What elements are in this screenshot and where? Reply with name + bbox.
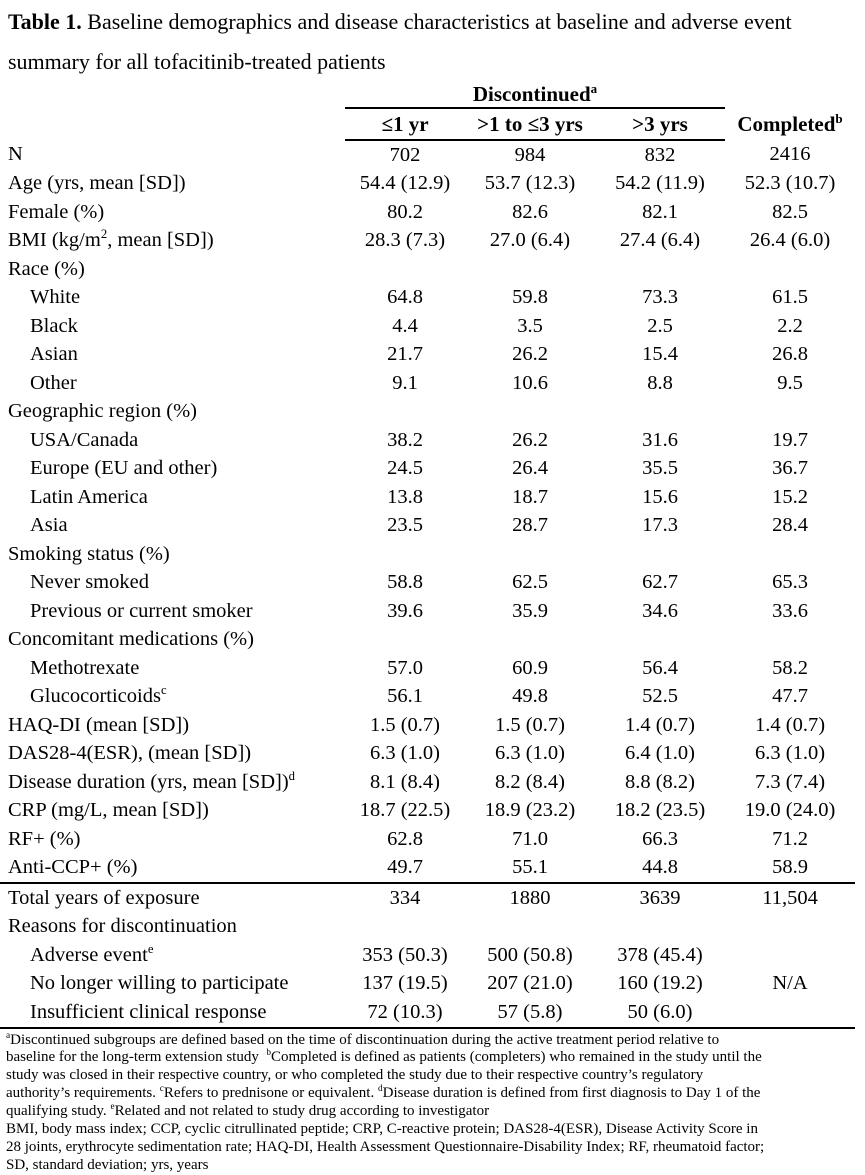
value-cell: 15.4 (642, 343, 678, 366)
text-segment: 28 joints, erythrocyte sedimentation rate; HAQ-DI, Health Assessment Questionnaire-Disability Index; RF, rheumatoid factor; (6, 1138, 765, 1155)
value-cell: 82.6 (512, 200, 548, 223)
row-label: USA/Canada (30, 428, 139, 451)
value-cell: 56.4 (642, 656, 678, 679)
table-title (0, 0, 865, 82)
value-cell: 49.7 (387, 856, 423, 879)
table-title-line1 (8, 2, 855, 42)
value-cell: 26.4 (512, 457, 548, 480)
value-cell (465, 540, 595, 569)
superscript: e (110, 1102, 115, 1113)
value-cell: 18.9 (23.2) (484, 799, 576, 822)
value-cell: 1.4 (0.7) (624, 713, 696, 736)
value-cell: 31.6 (642, 428, 678, 451)
row-label: Never smoked (30, 571, 149, 594)
superscript: d (288, 768, 296, 783)
group-header-spacer-right (725, 82, 855, 108)
value-cell: 702 (389, 143, 421, 166)
value-cell: 61.5 (772, 286, 808, 309)
superscript: c (159, 1084, 164, 1095)
value-cell: N/A (772, 972, 808, 995)
table-body (0, 140, 855, 1027)
row-label: RF+ (%) (8, 827, 81, 850)
text-segment: Completed is defined as patients (completers) who remained in the study until the (271, 1049, 762, 1066)
value-cell: 2.2 (777, 314, 803, 337)
value-cell: 832 (644, 143, 676, 166)
row-label: Insufficient clinical response (30, 1000, 267, 1023)
value-cell: 21.7 (387, 343, 423, 366)
value-cell: 2.5 (647, 314, 673, 337)
column-header-gt3yrs: >3 yrs (595, 108, 725, 140)
value-cell: 28.3 (7.3) (364, 229, 446, 252)
text-segment: qualifying study. (6, 1103, 111, 1120)
text-segment: study was closed in their respective country, or who completed the study due to their respective country’s regulatory (6, 1067, 704, 1084)
value-cell: 6.3 (1.0) (369, 742, 441, 765)
value-cell: 73.3 (642, 286, 678, 309)
row-label: White (30, 286, 81, 309)
value-cell: 62.5 (512, 571, 548, 594)
row-label: Asian (30, 343, 78, 366)
table-row (0, 825, 855, 854)
table-row (0, 597, 855, 626)
value-cell: 65.3 (772, 571, 808, 594)
value-cell: 9.1 (392, 371, 418, 394)
value-cell (595, 398, 725, 427)
value-cell: 26.2 (512, 343, 548, 366)
table-row (0, 683, 855, 712)
table-row (0, 483, 855, 512)
table-row (0, 426, 855, 455)
text-segment: Glucocorticoids (30, 685, 161, 708)
table-row (0, 540, 855, 569)
table-row (0, 455, 855, 484)
row-label: Age (yrs, mean [SD]) (8, 172, 186, 195)
table-row (0, 654, 855, 683)
value-cell: 24.5 (387, 457, 423, 480)
value-cell: 9.5 (777, 371, 803, 394)
value-cell: 8.1 (8.4) (369, 770, 441, 793)
table-row (0, 768, 855, 797)
footnote-line (6, 1139, 855, 1157)
row-label: Methotrexate (30, 656, 140, 679)
row-label: Black (30, 314, 78, 337)
value-cell: 1.5 (0.7) (494, 713, 566, 736)
value-cell: 207 (21.0) (487, 972, 573, 995)
value-cell: 13.8 (387, 485, 423, 508)
row-label: Other (30, 371, 77, 394)
value-cell (345, 540, 465, 569)
value-cell: 71.0 (512, 827, 548, 850)
value-cell: 62.8 (387, 827, 423, 850)
value-cell: 57.0 (387, 656, 423, 679)
value-cell: 353 (50.3) (362, 943, 448, 966)
table-row (0, 398, 855, 427)
value-cell: 26.4 (6.0) (749, 229, 831, 252)
table-row (0, 284, 855, 313)
value-cell: 19.7 (772, 428, 808, 451)
superscript: b (835, 110, 843, 126)
row-label: Total years of exposure (0, 883, 345, 913)
value-cell: 82.5 (772, 200, 808, 223)
value-cell: 6.4 (1.0) (624, 742, 696, 765)
table-row (0, 883, 855, 913)
table-title-line2: summary for all tofacitinib-treated patients (8, 49, 386, 74)
superscript: 2 (100, 227, 108, 242)
value-cell: 64.8 (387, 286, 423, 309)
value-cell (725, 255, 855, 284)
table-row (0, 312, 855, 341)
text-segment: Disease duration is defined from first diagnosis to Day 1 of the (382, 1085, 761, 1102)
value-cell: 984 (514, 143, 546, 166)
value-cell: 36.7 (772, 457, 808, 480)
value-cell: 18.7 (22.5) (359, 799, 451, 822)
value-cell: 35.5 (642, 457, 678, 480)
row-label: Geographic region (%) (8, 400, 197, 423)
demographics-table (0, 82, 855, 1027)
superscript: a (590, 81, 598, 96)
value-cell (725, 540, 855, 569)
value-cell: 62.7 (642, 571, 678, 594)
row-label: N (8, 143, 23, 166)
text-segment: authority’s requirements. (6, 1085, 160, 1102)
footnote-line (6, 1067, 855, 1085)
value-cell: 6.3 (1.0) (494, 742, 566, 765)
value-cell: 53.7 (12.3) (484, 172, 576, 195)
value-cell: 18.2 (23.5) (614, 799, 706, 822)
value-cell: 33.6 (772, 599, 808, 622)
value-cell: 3.5 (517, 314, 543, 337)
footnote-line (6, 1032, 855, 1050)
value-cell (725, 998, 855, 1027)
value-cell: 378 (45.4) (617, 943, 703, 966)
value-cell: 1.4 (0.7) (755, 713, 826, 736)
value-cell: 6.3 (1.0) (755, 742, 826, 765)
value-cell: 56.1 (387, 685, 423, 708)
table-number: Table 1. (8, 9, 82, 34)
table-row (0, 797, 855, 826)
value-cell (345, 398, 465, 427)
row-label: Smoking status (%) (8, 542, 170, 565)
value-cell (465, 913, 595, 942)
row-label: Anti-CCP+ (%) (8, 856, 138, 879)
superscript: c (160, 683, 167, 698)
value-cell: 38.2 (387, 428, 423, 451)
row-label: CRP (mg/L, mean [SD]) (8, 799, 209, 822)
column-group-discontinued (345, 82, 725, 108)
column-header-le1yr: ≤1 yr (345, 108, 465, 140)
value-cell (725, 913, 855, 942)
value-cell: 7.3 (7.4) (755, 770, 826, 793)
value-cell: 334 (345, 883, 465, 913)
value-cell: 58.2 (772, 656, 808, 679)
value-cell (465, 255, 595, 284)
value-cell (595, 255, 725, 284)
column-header-1to3yrs: >1 to ≤3 yrs (465, 108, 595, 140)
table-row (0, 941, 855, 970)
superscript: e (147, 941, 154, 956)
value-cell: 58.9 (772, 856, 808, 879)
value-cell: 35.9 (512, 599, 548, 622)
value-cell: 1880 (465, 883, 595, 913)
value-cell (345, 626, 465, 655)
table-row (0, 170, 855, 199)
value-cell: 72 (10.3) (367, 1000, 443, 1023)
value-cell: 54.2 (11.9) (615, 172, 705, 195)
value-cell (345, 255, 465, 284)
table-row (0, 569, 855, 598)
row-label: Female (%) (8, 200, 105, 223)
table-row (0, 854, 855, 884)
column-header-spacer (0, 108, 345, 140)
table-header (0, 82, 855, 140)
row-label: Previous or current smoker (30, 599, 253, 622)
value-cell: 23.5 (387, 514, 423, 537)
table-row (0, 341, 855, 370)
value-cell: 50 (6.0) (627, 1000, 693, 1023)
value-cell: 52.5 (642, 685, 678, 708)
value-cell: 27.4 (6.4) (619, 229, 701, 252)
value-cell: 57 (5.8) (497, 1000, 563, 1023)
footnote-line (6, 1157, 855, 1175)
value-cell: 52.3 (10.7) (744, 172, 836, 195)
superscript: a (6, 1030, 11, 1041)
value-cell: 18.7 (512, 485, 548, 508)
value-cell: 160 (19.2) (617, 972, 703, 995)
table-row (0, 198, 855, 227)
value-cell: 82.1 (642, 200, 678, 223)
value-cell: 80.2 (387, 200, 423, 223)
table-row (0, 740, 855, 769)
value-cell: 1.5 (0.7) (369, 713, 441, 736)
value-cell: 34.6 (642, 599, 678, 622)
value-cell: 8.8 (8.2) (624, 770, 696, 793)
table-row (0, 140, 855, 170)
value-cell: 500 (50.8) (487, 943, 573, 966)
value-cell: 15.2 (772, 485, 808, 508)
footnote-line (6, 1085, 855, 1103)
value-cell (595, 540, 725, 569)
value-cell (725, 398, 855, 427)
value-cell (725, 941, 855, 970)
group-header-spacer (0, 82, 345, 108)
footnote-line (6, 1121, 855, 1139)
table-row (0, 626, 855, 655)
row-label (0, 768, 345, 797)
footnote-line (6, 1049, 855, 1067)
value-cell: 4.4 (392, 314, 418, 337)
value-cell: 39.6 (387, 599, 423, 622)
value-cell: 19.0 (24.0) (744, 799, 836, 822)
superscript: b (266, 1048, 272, 1059)
table-row (0, 711, 855, 740)
row-label: Concomitant medications (%) (8, 628, 254, 651)
value-cell: 58.8 (387, 571, 423, 594)
group-header-row (0, 82, 855, 108)
value-cell (595, 626, 725, 655)
row-label (0, 227, 345, 256)
value-cell: 47.7 (772, 685, 808, 708)
value-cell: 28.4 (772, 514, 808, 537)
table-row (0, 227, 855, 256)
column-header-completed (725, 108, 855, 140)
value-cell (345, 913, 465, 942)
value-cell (595, 913, 725, 942)
text-segment: BMI, body mass index; CCP, cyclic citrullinated peptide; CRP, C-reactive protein; DAS28-4(ESR), Disease Activity Score in (6, 1121, 758, 1138)
value-cell: 54.4 (12.9) (359, 172, 451, 195)
value-cell (465, 398, 595, 427)
value-cell: 44.8 (642, 856, 678, 879)
table-row (0, 255, 855, 284)
value-cell (465, 626, 595, 655)
column-header-row (0, 108, 855, 140)
table-row (0, 998, 855, 1027)
text-segment: Completed (737, 111, 836, 136)
row-label (0, 683, 345, 712)
value-cell (725, 626, 855, 655)
text-segment: BMI (kg/m (8, 229, 101, 252)
table-caption-text: Baseline demographics and disease characteristics at baseline and adverse event (81, 9, 792, 34)
value-cell: 49.8 (512, 685, 548, 708)
text-segment: Related and not related to study drug according to investigator (114, 1103, 490, 1120)
value-cell: 66.3 (642, 827, 678, 850)
footnotes (0, 1027, 855, 1175)
text-segment: Disease duration (yrs, mean [SD]) (8, 770, 289, 793)
value-cell: 3639 (595, 883, 725, 913)
superscript: d (377, 1084, 383, 1095)
text-segment: Discontinued subgroups are defined based on the time of discontinuation during the active treatment period relative to (10, 1031, 720, 1048)
row-label: DAS28-4(ESR), (mean [SD]) (8, 742, 252, 765)
value-cell: 11,504 (725, 883, 855, 913)
row-label: HAQ-DI (mean [SD]) (8, 713, 190, 736)
value-cell: 26.8 (772, 343, 808, 366)
row-label: Latin America (30, 485, 148, 508)
text-segment: baseline for the long-term extension study (6, 1049, 267, 1066)
table-row (0, 913, 855, 942)
row-label: Asia (30, 514, 68, 537)
value-cell: 10.6 (512, 371, 548, 394)
value-cell: 137 (19.5) (362, 972, 448, 995)
row-label: No longer willing to participate (30, 972, 289, 995)
row-label: Race (%) (8, 257, 85, 280)
table-row (0, 512, 855, 541)
value-cell: 59.8 (512, 286, 548, 309)
row-label (0, 941, 345, 970)
text-segment: Refers to prednisone or equivalent. (163, 1085, 378, 1102)
value-cell: 8.2 (8.4) (494, 770, 566, 793)
value-cell: 15.6 (642, 485, 678, 508)
text-segment: Discontinued (472, 82, 591, 106)
table-row (0, 369, 855, 398)
value-cell: 26.2 (512, 428, 548, 451)
value-cell: 8.8 (647, 371, 673, 394)
value-cell: 28.7 (512, 514, 548, 537)
row-label: Reasons for discontinuation (8, 915, 237, 938)
value-cell: 71.2 (772, 827, 808, 850)
footnote-line (6, 1103, 855, 1121)
text-segment: , mean [SD]) (107, 229, 214, 252)
value-cell: 17.3 (642, 514, 678, 537)
table-row (0, 970, 855, 999)
text-segment: SD, standard deviation; yrs, years (6, 1156, 209, 1173)
value-cell: 27.0 (6.4) (489, 229, 571, 252)
text-segment: Adverse event (30, 943, 148, 966)
value-cell: 2416 (769, 143, 811, 166)
value-cell: 60.9 (512, 656, 548, 679)
value-cell: 55.1 (512, 856, 548, 879)
row-label: Europe (EU and other) (30, 457, 218, 480)
